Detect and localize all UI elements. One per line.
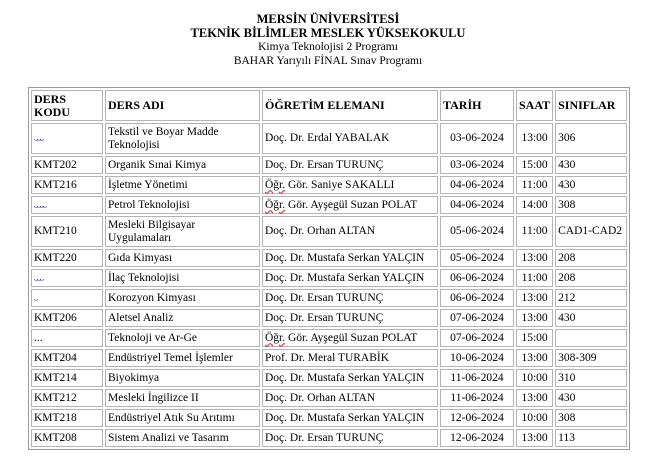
- cell-time: 11:00: [516, 176, 553, 194]
- cell-time: 13:00: [516, 249, 553, 267]
- table-row: [31, 309, 627, 327]
- cell-date: 03-06-2024: [440, 123, 514, 154]
- cell-instructor: Doç. Dr. Ersan TURUNÇ: [262, 429, 438, 447]
- cell-code: ...: [31, 329, 103, 347]
- table-row: [31, 123, 627, 154]
- cell-rooms: CAD1-CAD2: [555, 216, 627, 247]
- cell-rooms: 208: [555, 269, 627, 287]
- cell-date: 03-06-2024: [440, 156, 514, 174]
- cell-code: KMT214: [31, 369, 103, 387]
- cell-time: 10:00: [516, 409, 553, 427]
- document-header: [0, 0, 656, 68]
- cell-date: 12-06-2024: [440, 409, 514, 427]
- cell-time: 15:00: [516, 156, 553, 174]
- table-row: [31, 329, 627, 347]
- cell-instructor: Öğr. Gör. Ayşegül Suzan POLAT: [262, 196, 438, 214]
- cell-date: 11-06-2024: [440, 389, 514, 407]
- cell-course: Teknoloji ve Ar-Ge: [105, 329, 260, 347]
- cell-rooms: 308-309: [555, 349, 627, 367]
- cell-code: KMT202: [31, 156, 103, 174]
- table-row: [31, 409, 627, 427]
- cell-course: Petrol Teknolojisi: [105, 196, 260, 214]
- table-row: [31, 249, 627, 267]
- cell-rooms: 212: [555, 289, 627, 307]
- cell-rooms: 310: [555, 369, 627, 387]
- table-row: [31, 349, 627, 367]
- header-date: TARİH: [440, 90, 514, 121]
- cell-time: 14:00: [516, 196, 553, 214]
- cell-instructor: Doç. Dr. Erdal YABALAK: [262, 123, 438, 154]
- cell-course: Korozyon Kimyası: [105, 289, 260, 307]
- cell-instructor: Doç. Dr. Ersan TURUNÇ: [262, 289, 438, 307]
- table-header-row: [31, 90, 627, 121]
- cell-instructor: Doç. Dr. Ersan TURUNÇ: [262, 156, 438, 174]
- cell-code: ᴗᴗᴗ: [31, 123, 103, 154]
- table-row: [31, 269, 627, 287]
- cell-date: 05-06-2024: [440, 216, 514, 247]
- cell-instructor: Doç. Dr. Mustafa Serkan YALÇIN: [262, 269, 438, 287]
- cell-course: Gıda Kimyası: [105, 249, 260, 267]
- cell-code: ᴗ: [31, 289, 103, 307]
- cell-course: Mesleki Bilgisayar Uygulamaları: [105, 216, 260, 247]
- cell-code: ᴗᴗᴗ: [31, 269, 103, 287]
- cell-date: 06-06-2024: [440, 289, 514, 307]
- header-code: DERS KODU: [31, 90, 103, 121]
- cell-course: Biyokimya: [105, 369, 260, 387]
- cell-instructor: Doç. Dr. Mustafa Serkan YALÇIN: [262, 369, 438, 387]
- cell-course: Tekstil ve Boyar Madde Teknolojisi: [105, 123, 260, 154]
- cell-time: 13:00: [516, 289, 553, 307]
- cell-instructor: Doç. Dr. Orhan ALTAN: [262, 216, 438, 247]
- table-row: [31, 429, 627, 447]
- cell-code: KMT218: [31, 409, 103, 427]
- spellcheck-mark: Öğr.: [265, 178, 286, 191]
- exam-title: BAHAR Yarıyılı FİNAL Sınav Programı: [233, 55, 423, 67]
- cell-course: İşletme Yönetimi: [105, 176, 260, 194]
- table-row: [31, 176, 627, 194]
- cell-code: KMT206: [31, 309, 103, 327]
- cell-time: 13:00: [516, 123, 553, 154]
- cell-rooms: 113: [555, 429, 627, 447]
- cell-instructor: Doç. Dr. Mustafa Serkan YALÇIN: [262, 409, 438, 427]
- cell-rooms: 430: [555, 309, 627, 327]
- table-row: [31, 196, 627, 214]
- header-time: SAAT: [516, 90, 553, 121]
- header-instructor: ÖĞRETİM ELEMANI: [262, 90, 438, 121]
- cell-time: 11:00: [516, 216, 553, 247]
- cell-date: 12-06-2024: [440, 429, 514, 447]
- program-title: Kimya Teknolojisi 2 Programı: [258, 41, 398, 53]
- university-title: MERSİN ÜNİVERSİTESİ: [256, 12, 400, 26]
- cell-rooms: 306: [555, 123, 627, 154]
- cell-code: KMT220: [31, 249, 103, 267]
- cell-code: KMT208: [31, 429, 103, 447]
- cell-course: Mesleki İngilizce II: [105, 389, 260, 407]
- cell-date: 07-06-2024: [440, 329, 514, 347]
- cell-code: KMT204: [31, 349, 103, 367]
- cell-time: 10:00: [516, 369, 553, 387]
- spellcheck-mark: Öğr.: [265, 198, 286, 211]
- cell-time: 13:00: [516, 309, 553, 327]
- table-row: [31, 216, 627, 247]
- cell-rooms: 308: [555, 196, 627, 214]
- cell-time: 13:00: [516, 429, 553, 447]
- cell-rooms: 430: [555, 156, 627, 174]
- cell-code: KMT212: [31, 389, 103, 407]
- cell-instructor: Öğr. Gör. Ayşegül Suzan POLAT: [262, 329, 438, 347]
- table-row: [31, 389, 627, 407]
- table-row: [31, 289, 627, 307]
- cell-instructor: Doç. Dr. Ersan TURUNÇ: [262, 309, 438, 327]
- cell-time: 15:00: [516, 329, 553, 347]
- cell-instructor: Prof. Dr. Meral TURABİK: [262, 349, 438, 367]
- cell-date: 04-06-2024: [440, 176, 514, 194]
- cell-date: 11-06-2024: [440, 369, 514, 387]
- cell-date: 06-06-2024: [440, 269, 514, 287]
- cell-code: KMT216: [31, 176, 103, 194]
- cell-date: 07-06-2024: [440, 309, 514, 327]
- cell-rooms: [555, 329, 627, 347]
- header-course: DERS ADI: [105, 90, 260, 121]
- cell-course: Endüstriyel Temel İşlemler: [105, 349, 260, 367]
- cell-course: İlaç Teknolojisi: [105, 269, 260, 287]
- cell-rooms: 308: [555, 409, 627, 427]
- table-row: [31, 369, 627, 387]
- cell-time: 13:00: [516, 389, 553, 407]
- cell-rooms: 208: [555, 249, 627, 267]
- cell-time: 13:00: [516, 349, 553, 367]
- exam-schedule-table: [28, 87, 630, 450]
- cell-instructor: Öğr. Gör. Saniye SAKALLI: [262, 176, 438, 194]
- cell-time: 11:00: [516, 269, 553, 287]
- cell-date: 04-06-2024: [440, 196, 514, 214]
- cell-course: Sistem Analizi ve Tasarım: [105, 429, 260, 447]
- cell-code: KMT210: [31, 216, 103, 247]
- cell-rooms: 430: [555, 176, 627, 194]
- school-title: TEKNİK BİLİMLER MESLEK YÜKSEKOKULU: [190, 26, 466, 40]
- cell-instructor: Doç. Dr. Orhan ALTAN: [262, 389, 438, 407]
- cell-date: 05-06-2024: [440, 249, 514, 267]
- cell-course: Endüstriyel Atık Su Arıtımı: [105, 409, 260, 427]
- cell-course: Organik Sınai Kimya: [105, 156, 260, 174]
- cell-date: 10-06-2024: [440, 349, 514, 367]
- cell-instructor: Doç. Dr. Mustafa Serkan YALÇIN: [262, 249, 438, 267]
- header-rooms: SINIFLAR: [555, 90, 627, 121]
- spellcheck-mark: Öğr.: [265, 331, 286, 344]
- table-row: [31, 156, 627, 174]
- cell-code: ᴗᴗᴗᴗ: [31, 196, 103, 214]
- cell-course: Aletsel Analiz: [105, 309, 260, 327]
- cell-rooms: 430: [555, 389, 627, 407]
